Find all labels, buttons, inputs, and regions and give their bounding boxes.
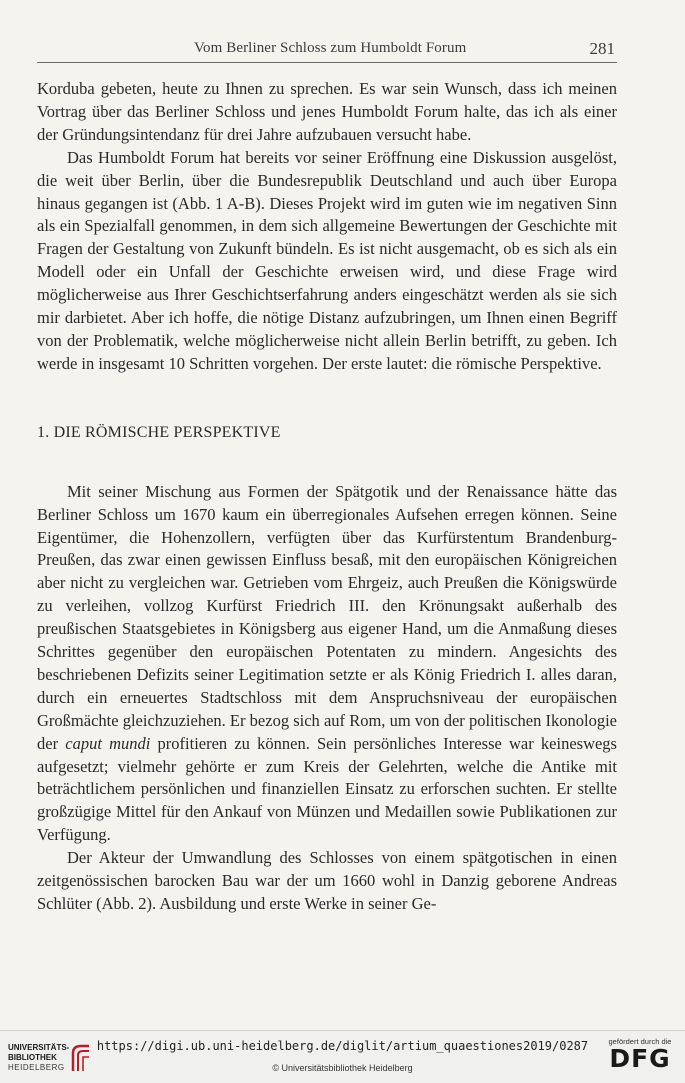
- caput-mundi-italic: caput mundi: [65, 733, 151, 753]
- page-number: 281: [589, 39, 615, 58]
- document-url[interactable]: https://digi.ub.uni-heidelberg.de/diglit/artium_quaestiones2019/0287: [96, 1039, 589, 1053]
- dfg-mark: DFG: [609, 1044, 671, 1073]
- paragraph-3-part-1: Mit seiner Mischung aus Formen der Spätgotik und der Renaissance hätte das Berliner Schloss um 1670 kaum ein überregionales Aufsehen erregen können. Seine Eigentümer, die Hohenzollern, verfügten über das Kurfürstentum Brandenburg-Preußen, das zwar einen gewissen Einfluss besaß, mit den europäischen Königreichen aber nicht zu vergleichen war. Getrieben vom Ehrgeiz, auch Preußen die Königswürde zu verleihen, vollzog Kurfürst Friedrich III. den Krönungsakt außerhalb des preußischen Staatsgebietes in Königsberg aus eigener Hand, um die Anmaßung dieses Schrittes gegenüber den europäischen Potentaten zu mindern. Angesichts des beschriebenen Defizits seiner Legitimation setzte er als König Friedrich I. alles daran, durch ein erneuertes Stadtschloss mit dem Anspruchsniveau der europäischen Großmächte gleichzuziehen. Er bezog sich auf Rom, um von der politischen Ikonologie der: [37, 481, 617, 753]
- paragraph-1: Korduba gebeten, heute zu Ihnen zu sprechen. Es war sein Wunsch, dass ich meinen Vortrag über das Berliner Schloss und jenes Humboldt Forum halte, das ich als einer der Gründungsintendanz für drei Jahre aufzubauen versucht habe.: [37, 79, 617, 144]
- viewer-footer: [0, 1030, 685, 1083]
- running-title: Vom Berliner Schloss zum Humboldt Forum: [194, 40, 467, 56]
- paragraph-3: [37, 481, 617, 848]
- copyright-notice: © Universitätsbibliothek Heidelberg: [272, 1063, 413, 1073]
- running-header: [37, 40, 617, 63]
- library-name-line-2: BIBLIOTHEK: [8, 1053, 57, 1062]
- paragraph-4: Der Akteur der Umwandlung des Schlosses von einem spätgotischen in einen zeitgenössischen barocken Bau war der um 1660 wohl in Danzig geborene Andreas Schlüter (Abb. 2). Ausbildung und erste Werke in seiner Ge-: [37, 848, 617, 913]
- paragraph-3-part-2: profitieren zu können. Sein persönliches Interesse war keineswegs aufgesetzt; vielmehr gehörte er zum Kreis der Gelehrten, welche die Antike mit beträchtlichem persönlichen und finanziellen Einsatz zu erforschen suchten. Er stellte großzügige Mittel für den Ankauf von Münzen und Medaillen sowie Publikationen zur Verfügung.: [37, 733, 617, 845]
- library-name-line-3: HEIDELBERG: [8, 1063, 65, 1072]
- dfg-label: gefördert durch die: [608, 1037, 672, 1046]
- body-text: [37, 78, 617, 916]
- section-heading: 1. DIE RÖMISCHE PERSPEKTIVE: [37, 423, 281, 441]
- dfg-logo[interactable]: [605, 1037, 675, 1077]
- paragraph-2: Das Humboldt Forum hat bereits vor seiner Eröffnung eine Diskussion ausgelöst, die weit über Berlin, über die Bundesrepublik Deutschland und auch über Europa hinaus gegangen ist (Abb. 1 A-B). Dieses Projekt wird im guten wie im negativen Sinn als ein Spezialfall genommen, in dem sich allgemeine Bewertungen der Geschichte mit Fragen der Gestaltung von Zukunft bündeln. Es ist nicht ausgemacht, ob es sich als ein Modell oder ein Unfall der Geschichte erweisen wird, und diese Frage wird möglicherweise aus Ihrer Geschichtserfahrung anders eingeschätzt werden als sie sich mir darbietet. Aber ich hoffe, die nötige Distanz aufzubringen, um Ihnen einen Begriff von der Problematik, welche möglicherweise nicht allein Berlin betrifft, zu geben. Ich werde in insgesamt 10 Schritten vorgehen. Der erste lautet: die römische Perspektive.: [37, 147, 617, 373]
- library-name-line-1: UNIVERSITÄTS-: [8, 1043, 70, 1052]
